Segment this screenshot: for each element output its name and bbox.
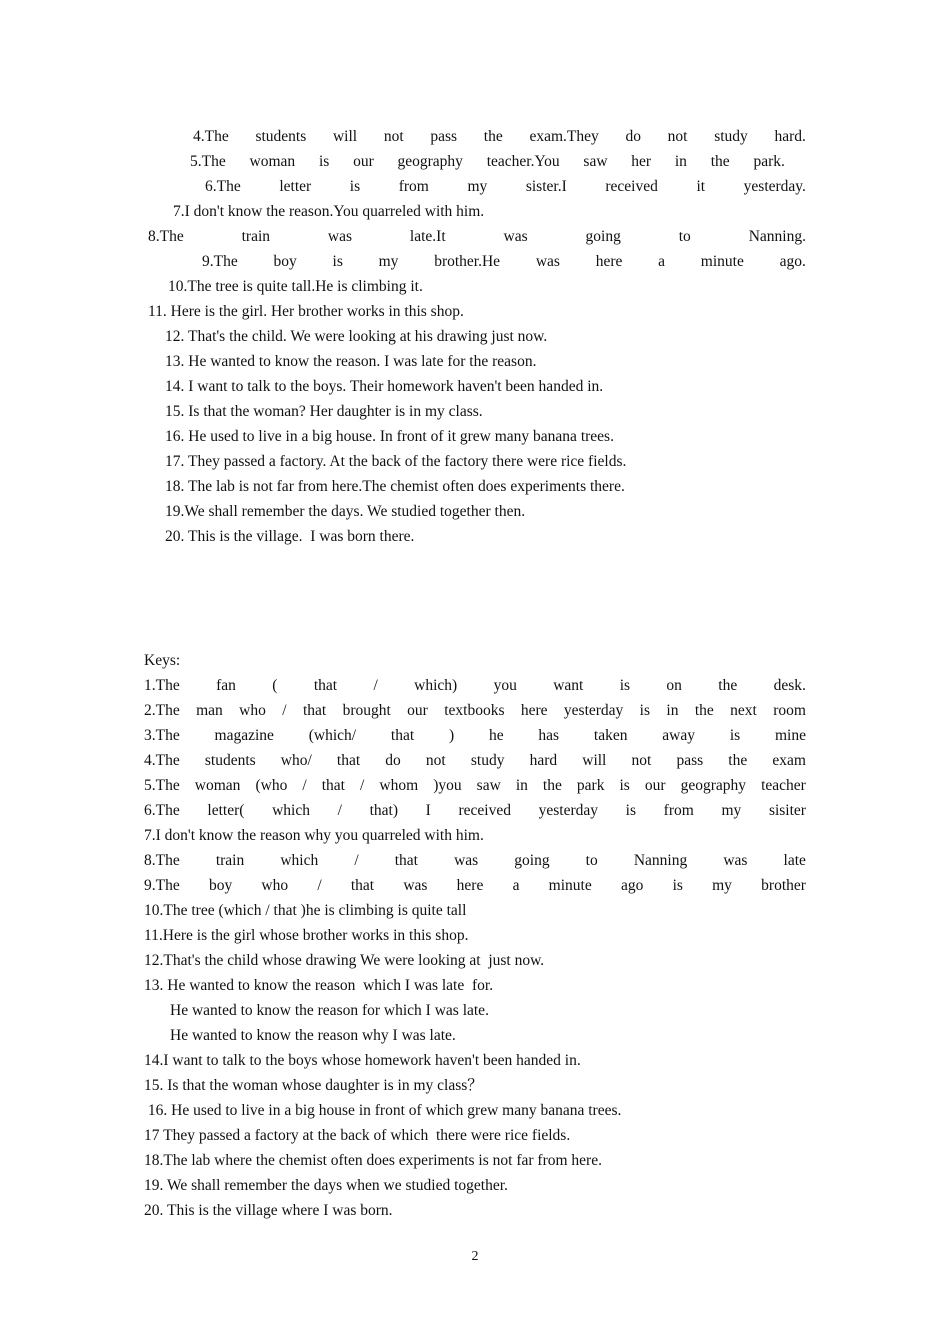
exercise-16: 16. He used to live in a big house. In front of it grew many banana trees. [165,428,614,445]
word: not [383,128,404,145]
word: my [712,877,732,894]
word: the [710,153,730,170]
word: is [619,777,630,794]
word: study [714,128,748,145]
word: train [215,852,245,869]
key-2 [144,701,806,721]
word: 8.The [144,852,180,869]
word: our [407,702,428,719]
word: that [390,727,415,744]
word: to [585,852,598,869]
word: our [353,153,374,170]
word: study [470,752,505,769]
word: I [425,802,431,819]
word: the [542,777,562,794]
exercise-20: 20. This is the village. I was born there. [165,528,415,545]
word: which) [414,677,458,694]
key-19: 19. We shall remember the days when we studied together. [144,1177,508,1194]
word: was [723,852,748,869]
word: / [337,802,342,819]
word: received [458,802,511,819]
word: ago [620,877,644,894]
key-13c: He wanted to know the reason why I was late. [170,1027,456,1044]
word: do [385,752,401,769]
word: not [631,752,652,769]
word: in [515,777,528,794]
word: sisiter [768,802,806,819]
word: the [718,677,738,694]
word: is [672,877,683,894]
word: going [514,852,550,869]
key-5 [144,776,806,796]
word: sister.I [525,178,567,195]
key-15: 15. Is that the woman whose daughter is in my class？ [144,1077,483,1094]
word: is [332,253,343,270]
word: ago. [779,253,806,270]
word: minute [548,877,592,894]
word: train [241,228,271,245]
exercise-12: 12. That's the child. We were looking at his drawing just now. [165,328,548,345]
word: going [585,228,621,245]
word: letter( [207,802,245,819]
word: which [280,852,319,869]
exercise-7: 7.I don't know the reason.You quarreled with him. [173,203,485,220]
exercise-19: 19.We shall remember the days. We studied together then. [165,503,526,520]
word: her [631,153,652,170]
key-13b: He wanted to know the reason for which I was late. [170,1002,489,1019]
word: do [625,128,641,145]
word: will [332,128,358,145]
word: it [696,178,706,195]
word: late [783,852,806,869]
key-11: 11.Here is the girl whose brother works in this shop. [144,927,469,944]
word: is [349,178,361,195]
word: from [663,802,694,819]
word: letter [279,178,312,195]
word: (who [255,777,288,794]
word: boy [273,253,297,270]
exercise-11: 11. Here is the girl. Her brother works in this shop. [148,303,464,320]
word: who [261,877,289,894]
word: / [360,777,365,794]
word: magazine [214,727,274,744]
word: was [403,877,428,894]
word: 5.The [144,777,180,794]
exercise-14: 14. I want to talk to the boys. Their homework haven't been handed in. [165,378,604,395]
word: / [282,702,287,719]
exercise-8 [148,227,806,247]
exercise-17: 17. They passed a factory. At the back of the factory there were rice fields. [165,453,627,470]
word: on [666,677,682,694]
word: mine [774,727,806,744]
word: want [553,677,584,694]
word: a [658,253,666,270]
word: received [605,178,658,195]
word: teacher.You [486,153,560,170]
exercise-10: 10.The tree is quite tall.He is climbing it. [168,278,423,295]
word: not [667,128,688,145]
key-4 [144,751,806,771]
word: 6.The [144,802,180,819]
word: my [721,802,742,819]
word: here [456,877,484,894]
word: 4.The [193,128,229,145]
word: will [582,752,607,769]
word: who/ [280,752,312,769]
word: next [730,702,757,719]
word: geography [397,153,463,170]
word: park [576,777,605,794]
word: 9.The [144,877,180,894]
word: was [535,253,560,270]
word: that [394,852,418,869]
word: (which/ [308,727,357,744]
word: / [302,777,307,794]
word: that [302,702,327,719]
word: our [644,777,666,794]
word: 2.The [144,702,180,719]
word: geography [680,777,747,794]
word: from [398,178,429,195]
word: the [728,752,748,769]
word: yesterday. [743,178,806,195]
key-1 [144,676,806,696]
word: desk. [773,677,806,694]
word: whom [379,777,419,794]
keys-heading: Keys: [144,652,181,669]
page-number: 2 [471,1249,479,1264]
word: saw [583,153,608,170]
word: fan [216,677,236,694]
exercise-4 [193,127,806,147]
word: Nanning [633,852,688,869]
word: saw [476,777,501,794]
exercise-18: 18. The lab is not far from here.The chemist often does experiments there. [165,478,625,495]
word: that [336,752,361,769]
key-18: 18.The lab where the chemist often does experiments is not far from here. [144,1152,602,1169]
word: )you [433,777,462,794]
word: is [729,727,741,744]
word: textbooks [444,702,505,719]
word: was [327,228,353,245]
word: exam [772,752,806,769]
word: late.It [409,228,446,245]
word: the [483,128,503,145]
word: room [773,702,806,719]
word: minute [700,253,744,270]
key-10: 10.The tree (which / that )he is climbing is quite tall [144,902,467,919]
word: yesterday [563,702,624,719]
key-12: 12.That's the child whose drawing We were looking at just now. [144,952,545,969]
word: boy [208,877,233,894]
word: yesterday [538,802,599,819]
key-20: 20. This is the village where I was born. [144,1202,393,1219]
exercise-6 [205,177,806,197]
word: 4.The [144,752,180,769]
word: you [493,677,517,694]
word: brother.He [434,253,501,270]
word: hard [529,752,558,769]
word: brought [342,702,391,719]
word: my [378,253,399,270]
word: taken [593,727,628,744]
word: brother [761,877,806,894]
word: park. [753,153,785,170]
key-6 [144,801,806,821]
word: in [674,153,687,170]
word: is [625,802,637,819]
word: Nanning. [748,228,806,245]
word: ( [272,677,278,694]
word: that [321,777,345,794]
word: hard. [774,128,806,145]
word: is [639,702,651,719]
word: / [373,677,378,694]
word: 5.The [190,153,226,170]
key-9 [144,876,806,896]
word: ) [448,727,455,744]
word: 8.The [148,228,184,245]
word: here [595,253,623,270]
word: 1.The [144,677,180,694]
exercise-15: 15. Is that the woman? Her daughter is in my class. [165,403,483,420]
word: students [204,752,256,769]
word: was [503,228,528,245]
word: not [425,752,446,769]
word: who [239,702,266,719]
key-7: 7.I don't know the reason why you quarreled with him. [144,827,484,844]
word: pass [430,128,458,145]
word: in [666,702,679,719]
word: the [694,702,714,719]
word: is [619,677,631,694]
exercise-5 [190,152,785,172]
key-16: 16. He used to live in a big house in front of which grew many banana trees. [144,1102,622,1119]
key-3 [144,726,806,746]
word: woman [249,153,296,170]
word: exam.They [529,128,599,145]
word: that) [369,802,398,819]
word: he [488,727,504,744]
word: teacher [761,777,806,794]
word: has [538,727,560,744]
word: / [354,852,359,869]
word: man [196,702,223,719]
exercise-13: 13. He wanted to know the reason. I was late for the reason. [165,353,537,370]
word: 9.The [202,253,238,270]
word: is [318,153,330,170]
exercise-9 [202,252,806,272]
word: students [255,128,307,145]
key-8 [144,851,806,871]
word: that [313,677,338,694]
word: 6.The [205,178,241,195]
key-17: 17 They passed a factory at the back of which there were rice fields. [144,1127,571,1144]
word: woman [194,777,241,794]
word: away [662,727,695,744]
key-13a: 13. He wanted to know the reason which I was late for. [144,977,494,994]
word: which [272,802,310,819]
word: was [454,852,479,869]
word: 3.The [144,727,180,744]
word: here [520,702,548,719]
word: that [350,877,375,894]
word: / [317,877,322,894]
word: to [678,228,691,245]
key-14: 14.I want to talk to the boys whose homework haven't been handed in. [144,1052,581,1069]
word: my [467,178,488,195]
word: pass [676,752,704,769]
word: a [512,877,520,894]
